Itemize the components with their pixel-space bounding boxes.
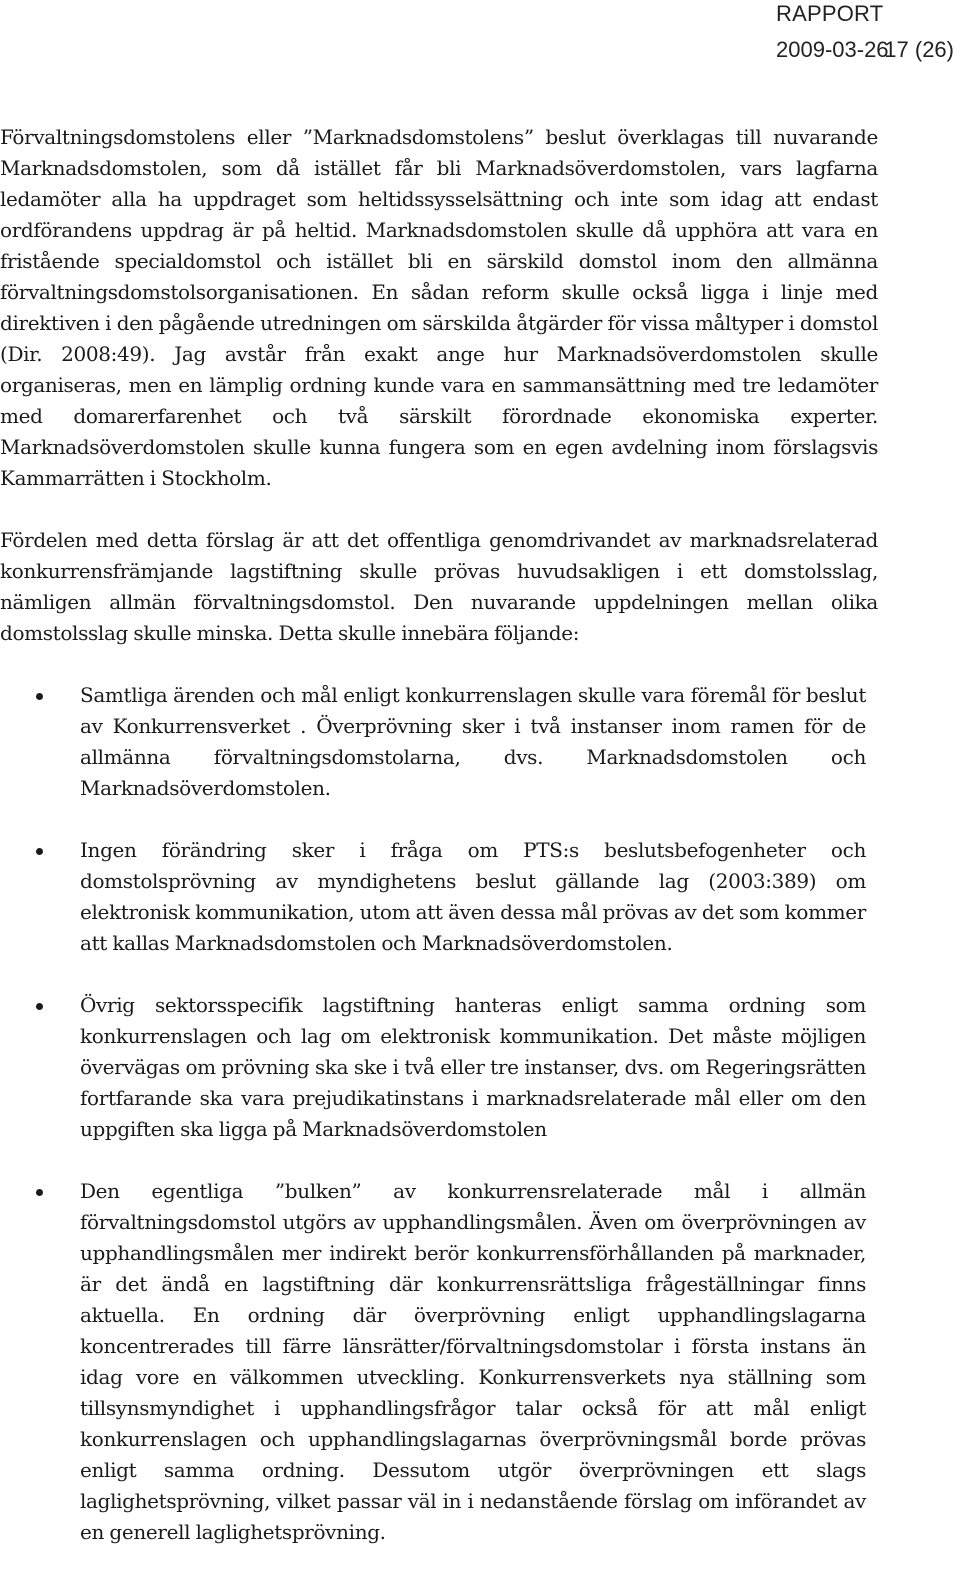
list-item	[0, 835, 866, 959]
document-type-label: RAPPORT	[776, 1, 884, 26]
page-header	[574, 0, 954, 70]
list-item-text: Den egentliga ”bulken” av konkurrensrelaterade mål i allmän förvaltningsdomstol utgörs av upphandlingsmålen. Även om överprövningen av upphandlingsmålen mer indirekt berör konkurrensförhållanden på marknader, är det ändå en lagstiftning där konkurrensrättsliga frågeställningar finns aktuella. En ordning där överprövning enligt upphandlingslagarna koncentrerades till färre länsrätter/förvaltningsdomstolar i första instans än idag vore en välkommen utveckling. Konkurrensverkets nya ställning som tillsynsmyndighet i upphandlingsfrågor talar också för att mål enligt konkurrenslagen och upphandlingslagarnas överprövningsmål borde prövas enligt samma ordning. Dessutom utgör överprövningen ett slags laglighetsprövning, vilket passar väl in i nedanstående förslag om införandet av en generell laglighetsprövning.	[80, 1179, 866, 1544]
bullet-icon	[36, 693, 43, 700]
page-number: 17 (26)	[884, 37, 954, 62]
list-item	[0, 990, 866, 1145]
consequences-list	[0, 680, 960, 1548]
list-item	[0, 680, 866, 804]
list-item-text: Samtliga ärenden och mål enligt konkurrenslagen skulle vara föremål för beslut av Konkurrensverket . Överprövning sker i två instanser inom ramen för de allmänna förvaltningsdomstolarna, dvs. Marknadsdomstolen och Marknadsöverdomstolen.	[80, 683, 866, 800]
document-date: 2009-03-26	[776, 37, 889, 62]
list-item-text: Ingen förändring sker i fråga om PTS:s beslutsbefogenheter och domstolsprövning av myndighetens beslut gällande lag (2003:389) om elektronisk kommunikation, utom att även dessa mål prövas av det som kommer att kallas Marknadsdomstolen och Marknadsöverdomstolen.	[80, 838, 866, 955]
bullet-icon	[36, 848, 43, 855]
bullet-icon	[36, 1003, 43, 1010]
list-item	[0, 1176, 866, 1548]
document-body	[0, 122, 960, 1579]
paragraph-court-reform: Förvaltningsdomstolens eller ”Marknadsdomstolens” beslut överklagas till nuvarande Marknadsdomstolen, som då istället får bli Marknadsöverdomstolen, vars lagfarna ledamöter alla ha uppdraget som heltidssysselsättning och inte som idag att endast ordförandens uppdrag är på heltid. Marknadsdomstolen skulle då upphöra att vara en fristående specialdomstol och istället bli en särskild domstol inom den allmänna förvaltningsdomstolsorganisationen. En sådan reform skulle också ligga i linje med direktiven i den pågående utredningen om särskilda åtgärder för vissa måltyper i domstol (Dir. 2008:49). Jag avstår från exakt ange hur Marknadsöverdomstolen skulle organiseras, men en lämplig ordning kunde vara en sammansättning med tre ledamöter med domarerfarenhet och två särskilt förordnade ekonomiska experter. Marknadsöverdomstolen skulle kunna fungera som en egen avdelning inom förslagsvis Kammarrätten i Stockholm.	[0, 125, 878, 490]
bullet-icon	[36, 1189, 43, 1196]
list-item-text: Övrig sektorsspecifik lagstiftning hanteras enligt samma ordning som konkurrenslagen och lag om elektronisk kommunikation. Det måste möjligen övervägas om prövning ska ske i två eller tre instanser, dvs. om Regeringsrätten fortfarande ska vara prejudikatinstans i marknadsrelaterade mål eller om den uppgiften ska ligga på Marknadsöverdomstolen	[80, 993, 866, 1141]
paragraph-proposal-advantage: Fördelen med detta förslag är att det offentliga genomdrivandet av marknadsrelaterad konkurrensfrämjande lagstiftning skulle prövas huvudsakligen i ett domstolsslag, nämligen allmän förvaltningsdomstol. Den nuvarande uppdelningen mellan olika domstolsslag skulle minska. Detta skulle innebära följande:	[0, 528, 878, 645]
